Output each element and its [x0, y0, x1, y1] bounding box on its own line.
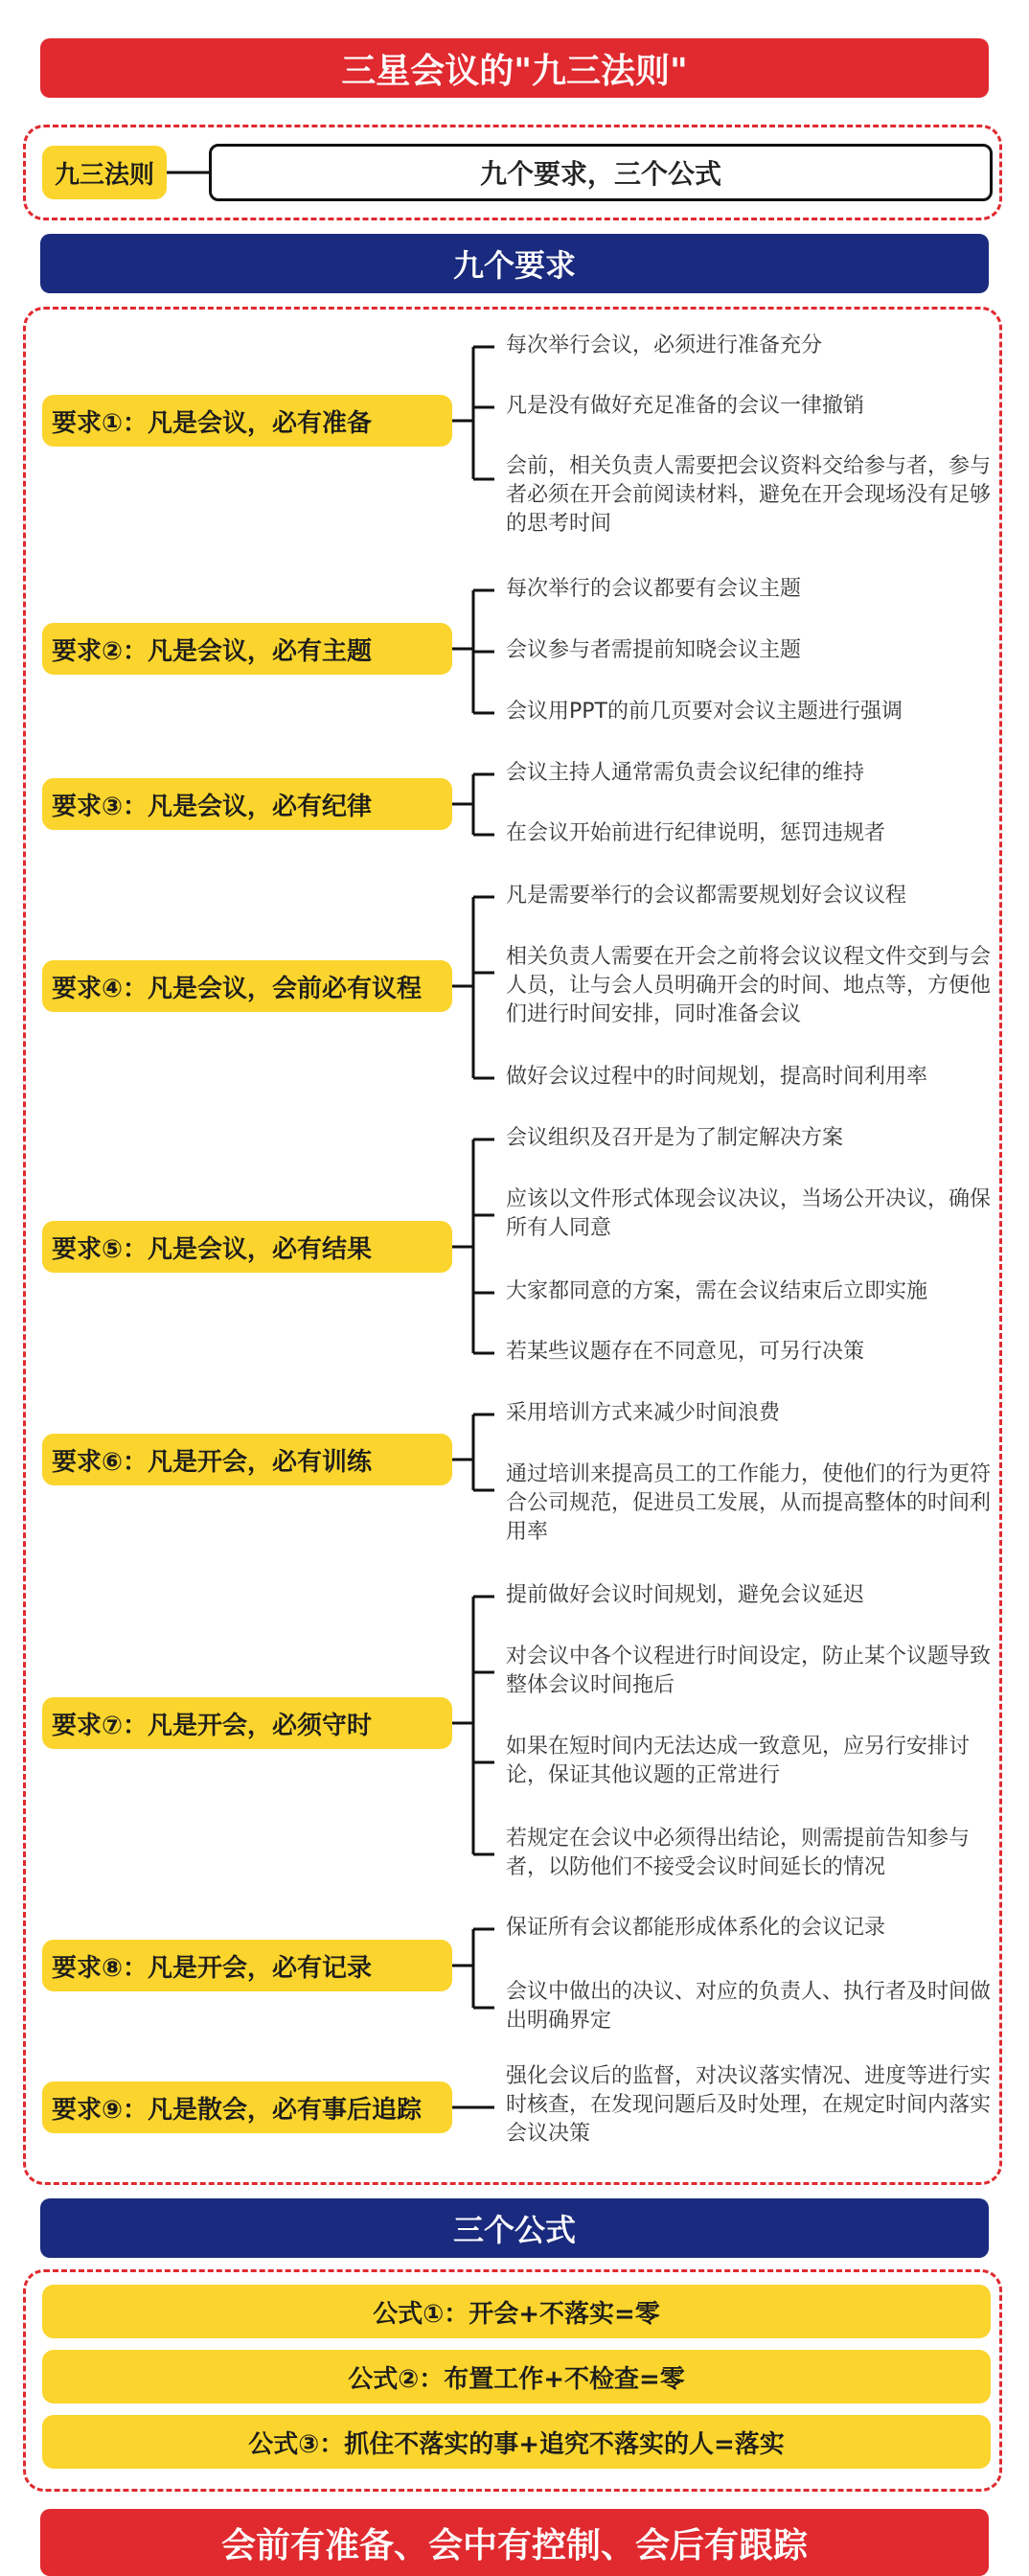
requirement-detail: 会议参与者需提前知晓会议主题 [506, 638, 802, 662]
connector-line [452, 347, 494, 479]
requirement-label: 要求④：凡是会议，会前必有议程 [42, 960, 452, 1012]
requirement-detail: 应该以文件形式体现会议决议，当场公开决议，确保所有人同意 [506, 1187, 992, 1240]
requirement-detail: 会议主持人通常需负责会议纪律的维持 [506, 761, 865, 785]
requirement-detail: 凡是没有做好充足准备的会议一律撤销 [506, 394, 865, 418]
requirement-label: 要求⑨：凡是散会，必有事后追踪 [42, 2082, 452, 2133]
formula-item: 公式③：抓住不落实的事+追究不落实的人=落实 [42, 2415, 991, 2469]
connector-line [452, 1929, 494, 2008]
requirement-label: 要求⑥：凡是开会，必有训练 [42, 1434, 452, 1485]
requirement-label: 要求②：凡是会议，必有主题 [42, 623, 452, 675]
formula-item: 公式②：布置工作+不检查=零 [42, 2350, 991, 2404]
requirement-detail: 强化会议后的监督，对决议落实情况、进度等进行实时核查，在发现问题后及时处理，在规定时间内落实会议决策 [506, 2064, 992, 2146]
connector-line [452, 897, 494, 1078]
rule-summary: 九个要求，三个公式 [209, 144, 993, 201]
requirement-detail: 若某些议题存在不同意见，可另行决策 [506, 1340, 865, 1364]
requirement-detail: 做好会议过程中的时间规划，提高时间利用率 [506, 1065, 928, 1089]
page-title: 三星会议的"九三法则" [40, 38, 989, 98]
requirement-detail: 大家都同意的方案，需在会议结束后立即实施 [506, 1279, 928, 1303]
requirement-detail: 提前做好会议时间规划，避免会议延迟 [506, 1583, 865, 1607]
requirement-detail: 若规定在会议中必须得出结论，则需提前告知参与者，以防他们不接受会议时间延长的情况 [506, 1827, 971, 1879]
requirements-heading: 九个要求 [40, 234, 989, 293]
requirement-detail: 每次举行会议，必须进行准备充分 [506, 334, 823, 357]
requirement-detail: 会前，相关负责人需要把会议资料交给参与者，参与者必须在开会前阅读材料，避免在开会现场没有足够的思考时间 [506, 454, 992, 536]
requirement-detail: 通过培训来提高员工的工作能力，使他们的行为更符合公司规范，促进员工发展，从而提高整体的时间利用率 [506, 1462, 992, 1544]
requirement-detail: 如果在短时间内无法达成一致意见，应另行安排讨论，保证其他议题的正常进行 [506, 1735, 971, 1787]
requirement-detail: 会议中做出的决议、对应的负责人、执行者及时间做出明确界定 [506, 1980, 992, 2033]
requirement-detail: 会议用PPT的前几页要对会议主题进行强调 [506, 700, 903, 724]
footer-banner: 会前有准备、会中有控制、会后有跟踪 [40, 2509, 989, 2576]
requirement-detail: 每次举行的会议都要有会议主题 [506, 577, 802, 601]
requirement-label: 要求⑦：凡是开会，必须守时 [42, 1697, 452, 1749]
requirement-detail: 在会议开始前进行纪律说明，惩罚违规者 [506, 821, 886, 845]
requirement-label: 要求⑧：凡是开会，必有记录 [42, 1940, 452, 1991]
requirement-detail: 相关负责人需要在开会之前将会议议程文件交到与会人员，让与会人员明确开会的时间、地点等，方便他们进行时间安排，同时准备会议 [506, 945, 992, 1026]
connector-line [452, 774, 494, 835]
requirement-detail: 保证所有会议都能形成体系化的会议记录 [506, 1916, 886, 1940]
requirement-detail: 对会议中各个议程进行时间设定，防止某个议题导致整体会议时间拖后 [506, 1644, 992, 1697]
requirement-detail: 采用培训方式来减少时间浪费 [506, 1401, 781, 1425]
requirement-label: 要求⑤：凡是会议，必有结果 [42, 1221, 452, 1273]
rule-tag: 九三法则 [42, 146, 167, 199]
connector-line [452, 1139, 494, 1353]
requirement-label: 要求③：凡是会议，必有纪律 [42, 778, 452, 830]
formulas-heading: 三个公式 [40, 2198, 989, 2258]
connector-line [452, 1597, 494, 1854]
requirement-detail: 会议组织及召开是为了制定解决方案 [506, 1126, 844, 1150]
requirement-detail: 凡是需要举行的会议都需要规划好会议议程 [506, 884, 907, 908]
requirement-label: 要求①：凡是会议，必有准备 [42, 395, 452, 447]
formula-item: 公式①：开会+不落实=零 [42, 2285, 991, 2338]
connector-line [452, 590, 494, 713]
connector-line [452, 1414, 494, 1490]
